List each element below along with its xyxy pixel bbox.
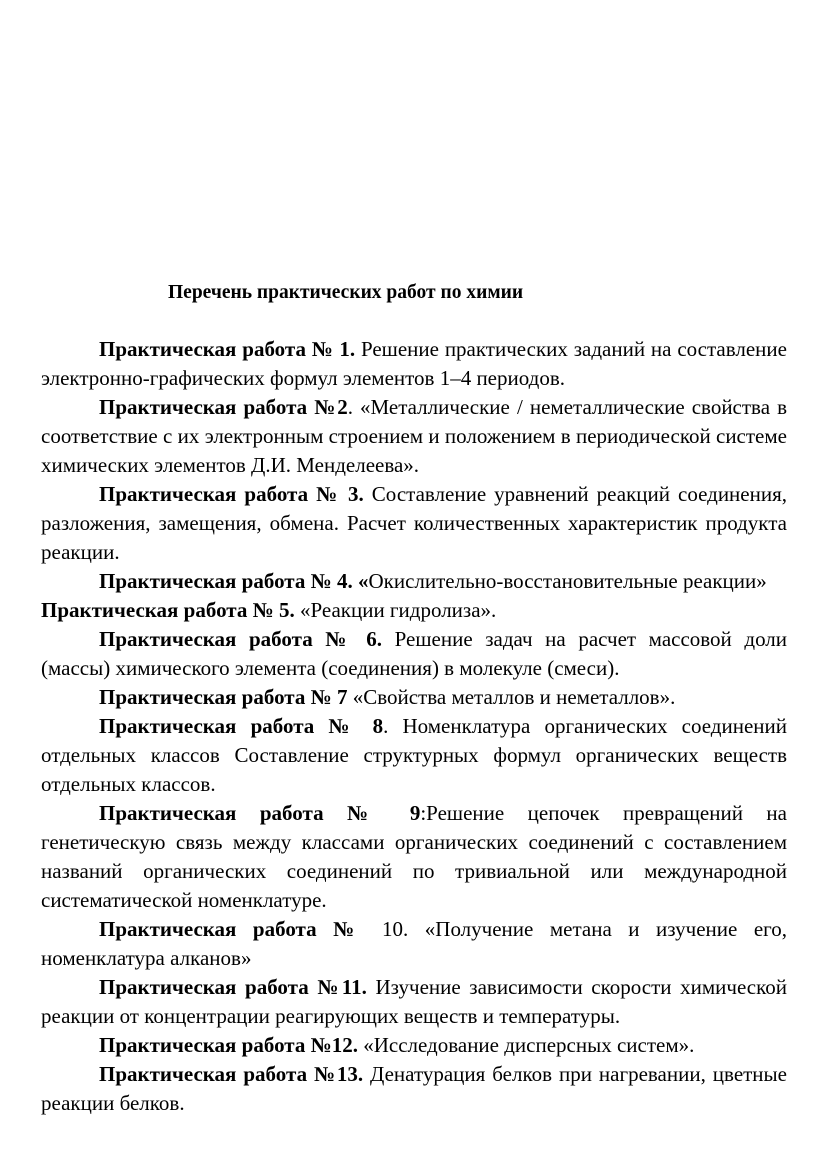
work-item-4 xyxy=(41,567,787,596)
work-text: Изучение зависимости скорости химической реакции от концентрации реагирующих веществ и температуры. xyxy=(41,975,787,1028)
work-item-11 xyxy=(41,973,787,1031)
work-item-2 xyxy=(41,393,787,480)
work-label: Практическая работа № 7 xyxy=(99,685,348,709)
work-text: Окислительно-восстановительные реакции» xyxy=(368,569,767,593)
work-item-9 xyxy=(41,799,787,915)
work-label: Практическая работа № 5. xyxy=(41,598,295,622)
work-item-5 xyxy=(41,596,787,625)
work-text: Решение задач на расчет массовой доли (массы) химического элемента (соединения) в молекуле (смеси). xyxy=(41,627,788,680)
work-label: Практическая работа №11. xyxy=(99,975,367,999)
work-item-12 xyxy=(41,1031,787,1060)
work-text: . «Металлические / неметаллические свойства в соответствие с их электронным строением и положением в периодической системе химических элементов Д.И. Менделеева». xyxy=(41,395,788,477)
work-label: Практическая работа № 8 xyxy=(99,714,384,738)
page-title: Перечень практических работ по химии xyxy=(168,282,524,303)
work-item-8 xyxy=(41,712,787,799)
work-label: Практическая работа № 4. « xyxy=(99,569,369,593)
work-text: Денатурация белков при нагревании, цветные реакции белков. xyxy=(41,1062,787,1115)
work-text: Составление уравнений реакций соединения, разложения, замещения, обмена. Расчет количественных характеристик продукта реакции. xyxy=(41,482,787,564)
work-text: «Реакции гидролиза». xyxy=(294,598,497,622)
work-item-13 xyxy=(41,1060,787,1118)
work-label: Практическая работа №12. xyxy=(99,1033,358,1057)
work-label: Практическая работа №13. xyxy=(99,1062,364,1086)
work-label: Практическая работа №2 xyxy=(99,395,348,419)
work-label: Практическая работа № 3. xyxy=(99,482,364,506)
work-item-7 xyxy=(41,683,787,712)
work-text: «Свойства металлов и неметаллов». xyxy=(347,685,676,709)
work-label: Практическая работа № 9 xyxy=(99,801,421,825)
work-label: Практическая работа № 1. xyxy=(99,337,356,361)
work-text: 10. «Получение метана и изучение его, номенклатура алканов» xyxy=(41,917,787,970)
work-text: . Номенклатура органических соединений отдельных классов Составление структурных формул органических веществ отдельных классов. xyxy=(41,714,787,796)
work-label: Практическая работа № 6. xyxy=(99,627,383,651)
work-text: :Решение цепочек превращений на генетическую связь между классами органических соединений с составлением названий органических соединений по тривиальной или международной систематической номенклатуре. xyxy=(41,801,787,912)
work-item-1 xyxy=(41,335,787,393)
work-item-10 xyxy=(41,915,787,973)
works-list xyxy=(41,335,787,1118)
work-text: Решение практических заданий на составление электронно-графических формул элементов 1–4 периодов. xyxy=(41,337,787,390)
work-item-3 xyxy=(41,480,787,567)
work-item-6 xyxy=(41,625,787,683)
work-text: «Исследование дисперсных систем». xyxy=(357,1033,695,1057)
work-label: Практическая работа № xyxy=(99,917,366,941)
